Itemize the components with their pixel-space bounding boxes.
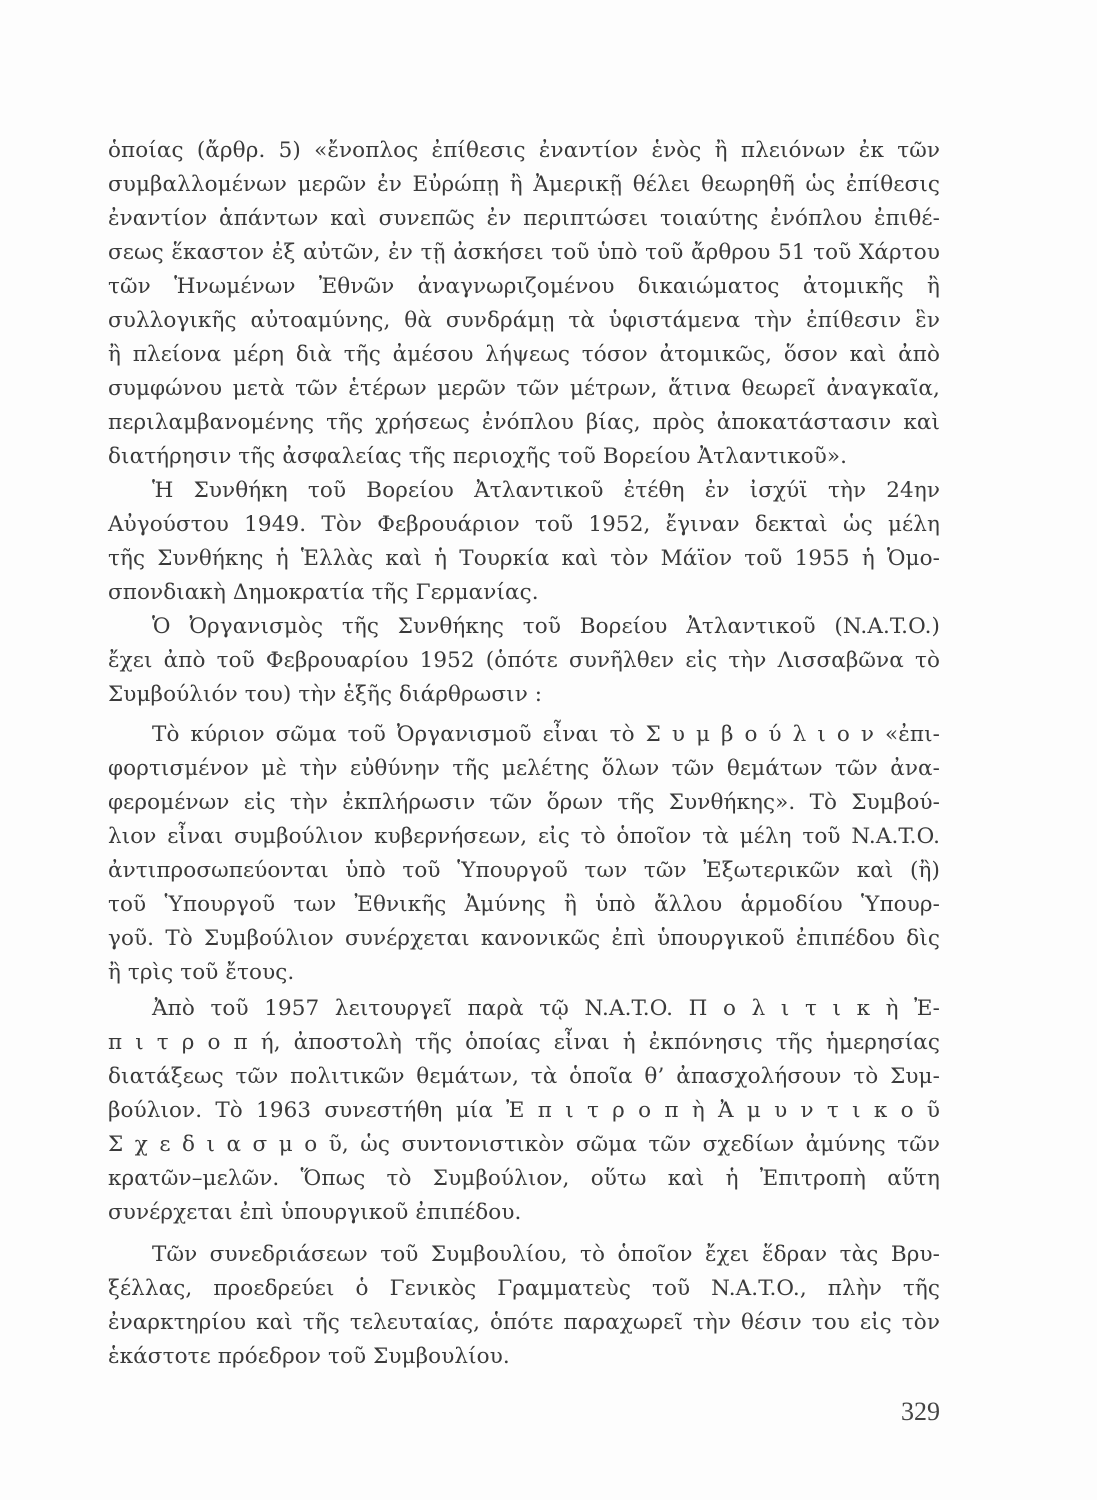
text-line: λιον εἶναι συμβούλιον κυβερνήσεων, εἰς τὸ ὁποῖον τὰ μέλη τοῦ N.A.T.O. bbox=[108, 824, 940, 849]
text-line: π ι τ ρ ο π ή, ἀποστολὴ τῆς ὁποίας εἶναι ἡ ἐκπόνησις τῆς ἡμερησίας bbox=[108, 1030, 940, 1055]
text-line: γοῦ. Τὸ Συμβούλιον συνέρχεται κανονικῶς ἐπὶ ὑπουργικοῦ ἐπιπέδου δὶς bbox=[108, 926, 940, 951]
text-line: συμβαλλομένων μερῶν ἐν Εὐρώπῃ ἢ Ἀμερικῇ θέλει θεωρηθῆ ὡς ἐπίθεσις bbox=[108, 172, 940, 197]
text-line: τῶν Ἡνωμένων Ἐθνῶν ἀναγνωριζομένου δικαιώματος ἀτομικῆς ἢ bbox=[108, 274, 940, 299]
text-line: συλλογικῆς αὐτοαμύνης, θὰ συνδράμῃ τὰ ὑφιστάμενα τὴν ἐπίθεσιν ἓν bbox=[108, 308, 940, 333]
text-line: βούλιον. Τὸ 1963 συνεστήθη μία Ἐ π ι τ ρ ο π ὴ Ἀ μ υ ν τ ι κ ο ῦ bbox=[108, 1098, 940, 1123]
text-line: Σ χ ε δ ι α σ μ ο ῦ, ὡς συντονιστικὸν σῶμα τῶν σχεδίων ἀμύνης τῶν bbox=[108, 1132, 940, 1157]
text-line: διατήρησιν τῆς ἀσφαλείας τῆς περιοχῆς τοῦ Βορείου Ἀτλαντικοῦ». bbox=[108, 444, 848, 469]
text-line: ἔχει ἀπὸ τοῦ Φεβρουαρίου 1952 (ὁπότε συνῆλθεν εἰς τὴν Λισσαβῶνα τὸ bbox=[108, 648, 940, 673]
text-line: περιλαμβανομένης τῆς χρήσεως ἐνόπλου βίας, πρὸς ἀποκατάστασιν καὶ bbox=[108, 410, 940, 435]
text-line: Αὐγούστου 1949. Τὸν Φεβρουάριον τοῦ 1952, ἔγιναν δεκταὶ ὡς μέλη bbox=[108, 512, 940, 537]
text-line: ἐναντίον ἁπάντων καὶ συνεπῶς ἐν περιπτώσει τοιαύτης ἐνόπλου ἐπιθέ- bbox=[108, 206, 940, 231]
text-line: φορτισμένον μὲ τὴν εὐθύνην τῆς μελέτης ὅλων τῶν θεμάτων τῶν ἀνα- bbox=[108, 756, 940, 781]
text-line: τῆς Συνθήκης ἡ Ἑλλὰς καὶ ἡ Τουρκία καὶ τὸν Μάϊον τοῦ 1955 ἡ Ὁμο- bbox=[108, 546, 940, 571]
text-line: συμφώνου μετὰ τῶν ἑτέρων μερῶν τῶν μέτρων, ἅτινα θεωρεῖ ἀναγκαῖα, bbox=[108, 376, 940, 401]
text-line: ἐναρκτηρίου καὶ τῆς τελευταίας, ὁπότε παραχωρεῖ τὴν θέσιν του εἰς τὸν bbox=[108, 1310, 940, 1335]
paragraph-first-line: Ἀπὸ τοῦ 1957 λειτουργεῖ παρὰ τῷ N.A.T.O. Π ο λ ι τ ι κ ὴ Ἐ- bbox=[152, 996, 940, 1021]
text-line: σεως ἕκαστον ἐξ αὐτῶν, ἐν τῇ ἀσκήσει τοῦ ὑπὸ τοῦ ἄρθρου 51 τοῦ Χάρτου bbox=[108, 240, 940, 265]
text-line: σπονδιακὴ Δημοκρατία τῆς Γερμανίας. bbox=[108, 580, 539, 605]
text-line: συνέρχεται ἐπὶ ὑπουργικοῦ ἐπιπέδου. bbox=[108, 1200, 522, 1225]
paragraph-first-line: Ἡ Συνθήκη τοῦ Βορείου Ἀτλαντικοῦ ἐτέθη ἐν ἰσχύϊ τὴν 24ην bbox=[152, 478, 940, 503]
text-line: τοῦ Ὑπουργοῦ των Ἐθνικῆς Ἀμύνης ἢ ὑπὸ ἄλλου ἁρμοδίου Ὑπουρ- bbox=[108, 892, 940, 917]
paragraph-first-line: Ὁ Ὀργανισμὸς τῆς Συνθήκης τοῦ Βορείου Ἀτλαντικοῦ (N.A.T.O.) bbox=[152, 614, 940, 639]
text-line: κρατῶν–μελῶν. Ὅπως τὸ Συμβούλιον, οὕτω καὶ ἡ Ἐπιτροπὴ αὕτη bbox=[108, 1166, 940, 1191]
page-number: 329 bbox=[901, 1397, 940, 1426]
text-line: ἑκάστοτε πρόεδρον τοῦ Συμβουλίου. bbox=[108, 1344, 510, 1369]
text-line: ἢ τρὶς τοῦ ἔτους. bbox=[108, 960, 295, 985]
text-line: ἀντιπροσωπεύονται ὑπὸ τοῦ Ὑπουργοῦ των τῶν Ἐξωτερικῶν καὶ (ἢ) bbox=[108, 858, 940, 883]
text-line: ὁποίας (ἄρθρ. 5) «ἔνοπλος ἐπίθεσις ἐναντίον ἑνὸς ἢ πλειόνων ἐκ τῶν bbox=[108, 138, 940, 163]
text-line: Συμβούλιόν του) τὴν ἑξῆς διάρθρωσιν : bbox=[108, 682, 543, 707]
text-line: διατάξεως τῶν πολιτικῶν θεμάτων, τὰ ὁποῖα θ’ ἀπασχολήσουν τὸ Συμ- bbox=[108, 1064, 940, 1089]
text-line: ξέλλας, προεδρεύει ὁ Γενικὸς Γραμματεὺς τοῦ N.A.T.O., πλὴν τῆς bbox=[108, 1276, 940, 1301]
text-line: ἢ πλείονα μέρη διὰ τῆς ἀμέσου λήψεως τόσον ἀτομικῶς, ὅσον καὶ ἀπὸ bbox=[108, 342, 940, 367]
text-line: φερομένων εἰς τὴν ἐκπλήρωσιν τῶν ὅρων τῆς Συνθήκης». Τὸ Συμβού- bbox=[108, 790, 940, 815]
paragraph-first-line: Τὸ κύριον σῶμα τοῦ Ὀργανισμοῦ εἶναι τὸ Σ υ μ β ο ύ λ ι ο ν «ἐπι- bbox=[152, 722, 940, 747]
paragraph-first-line: Τῶν συνεδριάσεων τοῦ Συμβουλίου, τὸ ὁποῖον ἔχει ἕδραν τὰς Βρυ- bbox=[152, 1242, 940, 1267]
